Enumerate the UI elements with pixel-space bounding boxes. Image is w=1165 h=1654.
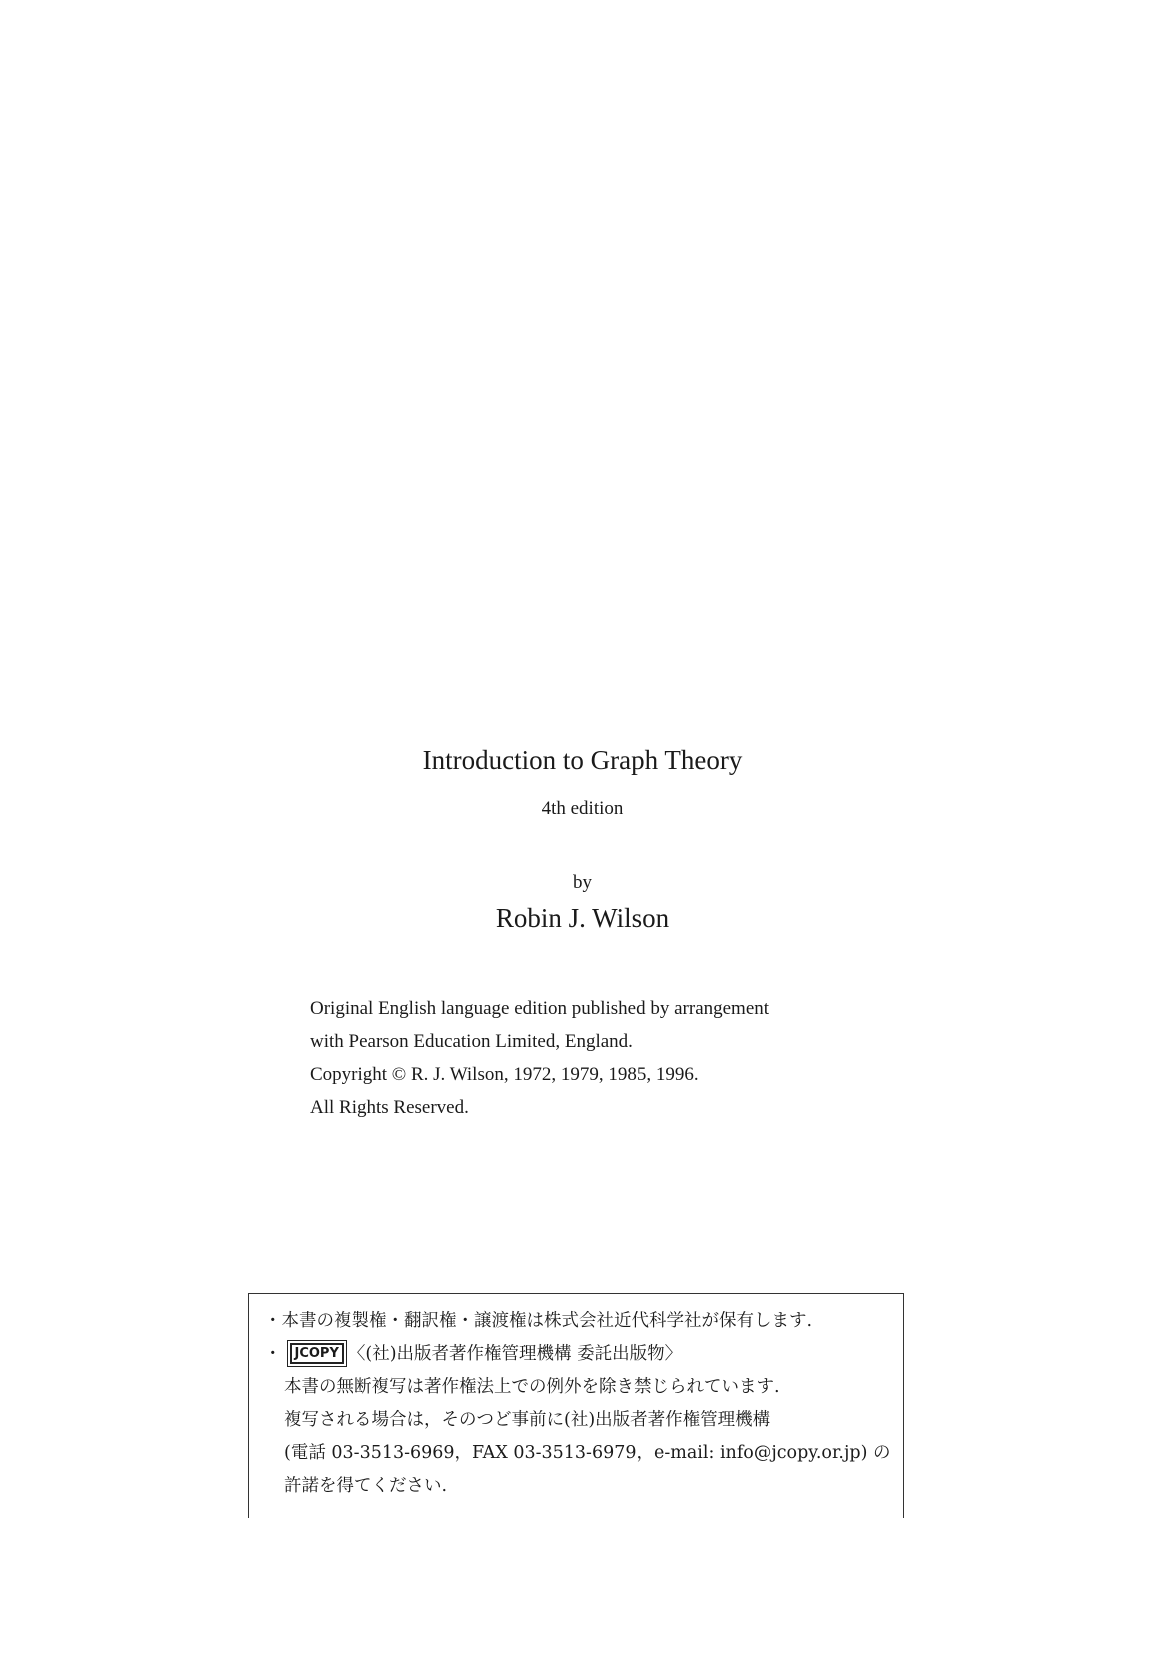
copyright-line: Copyright © R. J. Wilson, 1972, 1979, 1985, 1996. (310, 1064, 699, 1085)
copyright-notice-box (248, 1293, 904, 1518)
notice-line: ・本書の複製権・翻訳権・譲渡権は株式会社近代科学社が保有します. (264, 1311, 813, 1331)
rights-statement (310, 992, 910, 1124)
notice-line: 複写される場合は，そのつど事前に(社)出版者著作権管理機構 (284, 1410, 771, 1430)
author-name: Robin J. Wilson (495, 903, 670, 933)
notice-line: (電話 03-3513-6969，FAX 03-3513-6979，e-mail: info@jcopy.or.jp) の (284, 1443, 891, 1463)
rights-line: Original English language edition published by arrangement (310, 998, 770, 1019)
notice-line-jcopy (264, 1338, 903, 1371)
notice-text: 〈(社)出版者著作権管理機構 委託出版物〉 (347, 1344, 683, 1364)
by-label: by (573, 872, 592, 893)
book-title: Introduction to Graph Theory (422, 745, 743, 775)
bullet: ・ (264, 1344, 282, 1364)
rights-line: with Pearson Education Limited, England. (310, 1031, 633, 1052)
jcopy-badge: JCOPY (290, 1343, 344, 1364)
edition-label: 4th edition (541, 798, 624, 819)
rights-line: All Rights Reserved. (310, 1097, 469, 1118)
notice-line: 本書の無断複写は著作権法上での例外を除き禁じられています. (284, 1377, 780, 1397)
notice-line: 許諾を得てください. (284, 1476, 448, 1496)
